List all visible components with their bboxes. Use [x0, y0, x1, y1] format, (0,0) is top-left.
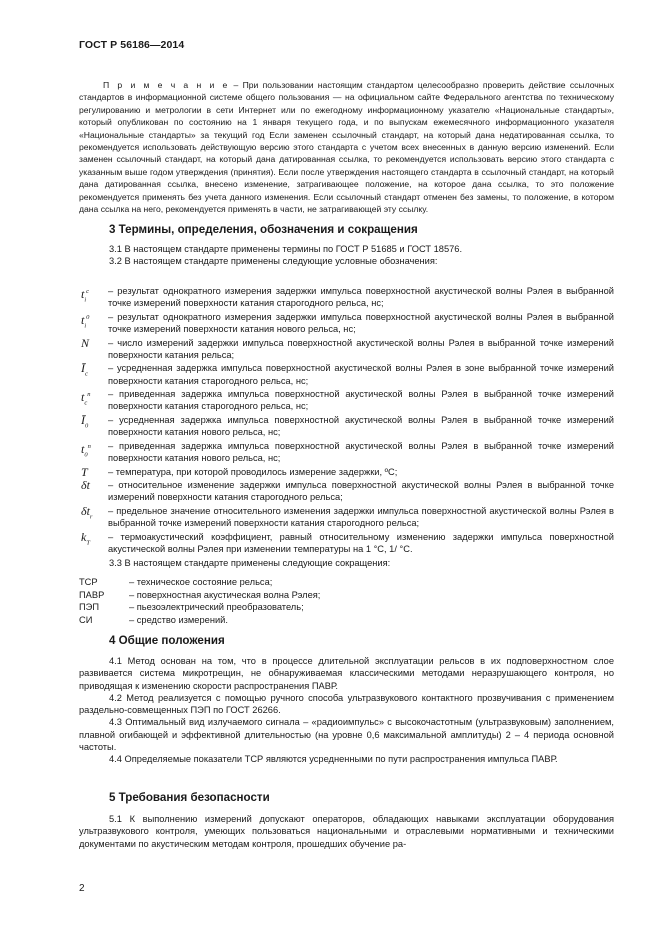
paragraph-4-3: 4.3 Оптимальный вид излучаемого сигнала – «радиоимпульс» с высокочастотным (ультразвуковым) заполнением, плавной огибающей и эффективной длительностью (на уровне 0,6 максимальной амплитуды) 2 – 4 периода основной частоты. [79, 717, 614, 753]
document-header: ГОСТ Р 56186—2014 [79, 39, 185, 51]
symbol-definition [79, 388, 614, 412]
symbol-definition [79, 531, 614, 555]
symbol-definition [79, 440, 614, 464]
abbreviation-meaning: – поверхностная акустическая волна Рэлея; [129, 589, 321, 600]
abbreviations-list [79, 576, 614, 626]
note-label: П р и м е ч а н и е [103, 80, 230, 90]
section-3-heading: 3 Термины, определения, обозначения и сокращения [109, 223, 418, 236]
paragraph-5-1: 5.1 К выполнению измерений допускают операторов, обладающих навыками эксплуатации оборудования ультразвукового контроля, умеющих пользоваться национальными и отраслевыми нормативными и техническими документами по акустическим методам контроля, прошедших обучение ра- [79, 814, 614, 849]
symbol-definition [79, 466, 614, 478]
symbol: $k_T$ [81, 529, 90, 547]
definition-text: – относительное изменение задержки импульса поверхностной акустической волны Рэлея в выбранной точке измерений поверхности катания старогодного рельса; [108, 480, 614, 503]
symbol-definitions [79, 285, 614, 557]
definition-text: – число измерений задержки импульса поверхностной акустической волны Рэлея в выбранной точке измерений поверхности катания рельса; [108, 337, 614, 360]
abbreviation-item [79, 614, 614, 627]
abbreviation-term: ТСР [79, 577, 98, 587]
symbol: $t_0^п$ [81, 441, 91, 459]
symbol-definition [79, 311, 614, 335]
definition-text: – результат однократного измерения задержки импульса поверхностной акустической волны Рэлея в выбранной точке измерений поверхности катания старогодного рельса, нс; [108, 286, 614, 309]
abbreviation-term: СИ [79, 614, 93, 625]
symbol: $t_i^c$ [81, 287, 90, 304]
section-5-heading: 5 Требования безопасности [109, 791, 270, 804]
symbol-definition [79, 414, 614, 438]
definition-text: – температура, при которой проводилось измерение задержки, ºС; [108, 466, 398, 477]
symbol-definition [79, 285, 614, 309]
abbreviation-term: ПЭП [79, 602, 100, 612]
definition-text: – усредненная задержка импульса поверхностной акустической волны Рэлея в зоне выбранной точке измерений поверхности катания старогодного рельса, нс; [108, 363, 614, 386]
symbol: $Ī_c$ [81, 361, 88, 378]
definition-text: – усредненная задержка импульса поверхностной акустической волны Рэлея в выбранной точке измерений поверхности катания нового рельса, нс; [108, 414, 614, 438]
abbreviation-item [79, 576, 614, 589]
paragraph-4-1: 4.1 Метод основан на том, что в процессе длительной эксплуатации рельсов в их подповерхностном слое развивается система микротрещин, не обнаруживаемая классическими методами неразрушающего контроля, но приводящая к изменению скорости распространения ПАВР. [79, 656, 614, 691]
symbol: $t_i^0$ [81, 312, 90, 330]
abbreviation-meaning: – средство измерений. [129, 614, 228, 625]
paragraph-4-2: 4.2 Метод реализуется с помощью ручного способа ультразвукового контактного прозвучивания с применением раздельно-совмещенных ПЭП по ГОСТ 26266. [79, 692, 614, 716]
symbol-definition [79, 505, 614, 529]
definition-text: – предельное значение относительного изменения задержки импульса поверхностной акустической волны Рэлея в выбранной точке измерений поверхности катания старогодного рельса; [108, 505, 614, 529]
section-5-body [79, 813, 614, 850]
abbreviation-item [79, 601, 614, 614]
symbol: δt [81, 478, 90, 493]
symbol: $t_c^п$ [81, 390, 91, 407]
definition-text: – приведенная задержка импульса поверхностной акустической волны Рэлея в выбранной точке измерений поверхности катания старогодного рельса, нс; [108, 389, 614, 412]
page-number: 2 [79, 883, 85, 894]
paragraph-3-1: 3.1 В настоящем стандарте применены термины по ГОСТ Р 51685 и ГОСТ 18576. [109, 244, 463, 254]
note-block [79, 79, 614, 215]
section-3-intro [79, 243, 614, 268]
paragraph-3-3: 3.3 В настоящем стандарте применены следующие сокращения: [109, 558, 391, 568]
abbreviation-meaning: – техническое состояние рельса; [129, 577, 273, 587]
symbol: N [81, 335, 90, 350]
abbreviation-meaning: – пьезоэлектрический преобразователь; [129, 602, 304, 612]
symbol: $Ī_0$ [81, 412, 89, 430]
symbol: T [81, 464, 88, 479]
definition-text: – приведенная задержка импульса поверхностной акустической волны Рэлея в выбранной точке измерений поверхности катания нового рельса, нс; [108, 440, 614, 463]
symbol: $\delta t_r$ [81, 503, 93, 521]
abbreviation-item [79, 589, 614, 602]
symbol-definition [79, 479, 614, 503]
note-text: – При пользовании настоящим стандартом целесообразно проверить действие ссылочных стандартов в информационной системе общего пользования — на официальном сайте Федерального агентства по техническому регулированию и метрологии в сети Интернет или по ежегодному информационному указателю «Национальные стандарты», который опубликован по состоянию на 1 января текущего года, и по выпускам ежемесячного информационного указателя «Национальные стандарты» за текущий год Если заменен ссылочный стандарт, на который дана недатированная ссылка, то рекомендуется использовать действующую версию этого стандарта с учетом всех внесенных в данную версию изменений. Если заменен ссылочный стандарт, на который дана датированная ссылка, то рекомендуется использовать версию этого стандарта с указанным выше годом утверждения (принятия). Если после утверждения настоящего стандарта в ссылочный стандарт, на который дана датированная ссылка, внесено изменение, затрагивающее положение, на которое дана ссылка, то это положение рекомендуется применять без учета данного изменения. Если ссылочный стандарт отменен без замены, то положение, в котором дана ссылка на него, рекомендуется применять в части, не затрагивающей эту ссылку. [79, 80, 615, 215]
definition-text: – термоакустический коэффициент, равный относительному изменению задержки импульса поверхностной акустической волны Рэлея при изменении температуры на 1 °С, 1/ °С. [108, 531, 614, 554]
section-3-3 [79, 557, 614, 569]
definition-text: – результат однократного измерения задержки импульса поверхностной акустической волны Рэлея в выбранной точке измерений поверхности катания нового рельса, нс; [108, 311, 614, 334]
symbol-definition [79, 362, 614, 386]
paragraph-3-2: 3.2 В настоящем стандарте применены следующие условные обозначения: [109, 256, 438, 267]
section-4-body [79, 655, 614, 766]
section-4-heading: 4 Общие положения [109, 634, 225, 647]
paragraph-4-4: 4.4 Определяемые показатели ТСР являются усредненными по пути распространения импульса ПАВР. [109, 754, 558, 765]
abbreviation-term: ПАВР [79, 589, 105, 600]
symbol-definition [79, 337, 614, 361]
